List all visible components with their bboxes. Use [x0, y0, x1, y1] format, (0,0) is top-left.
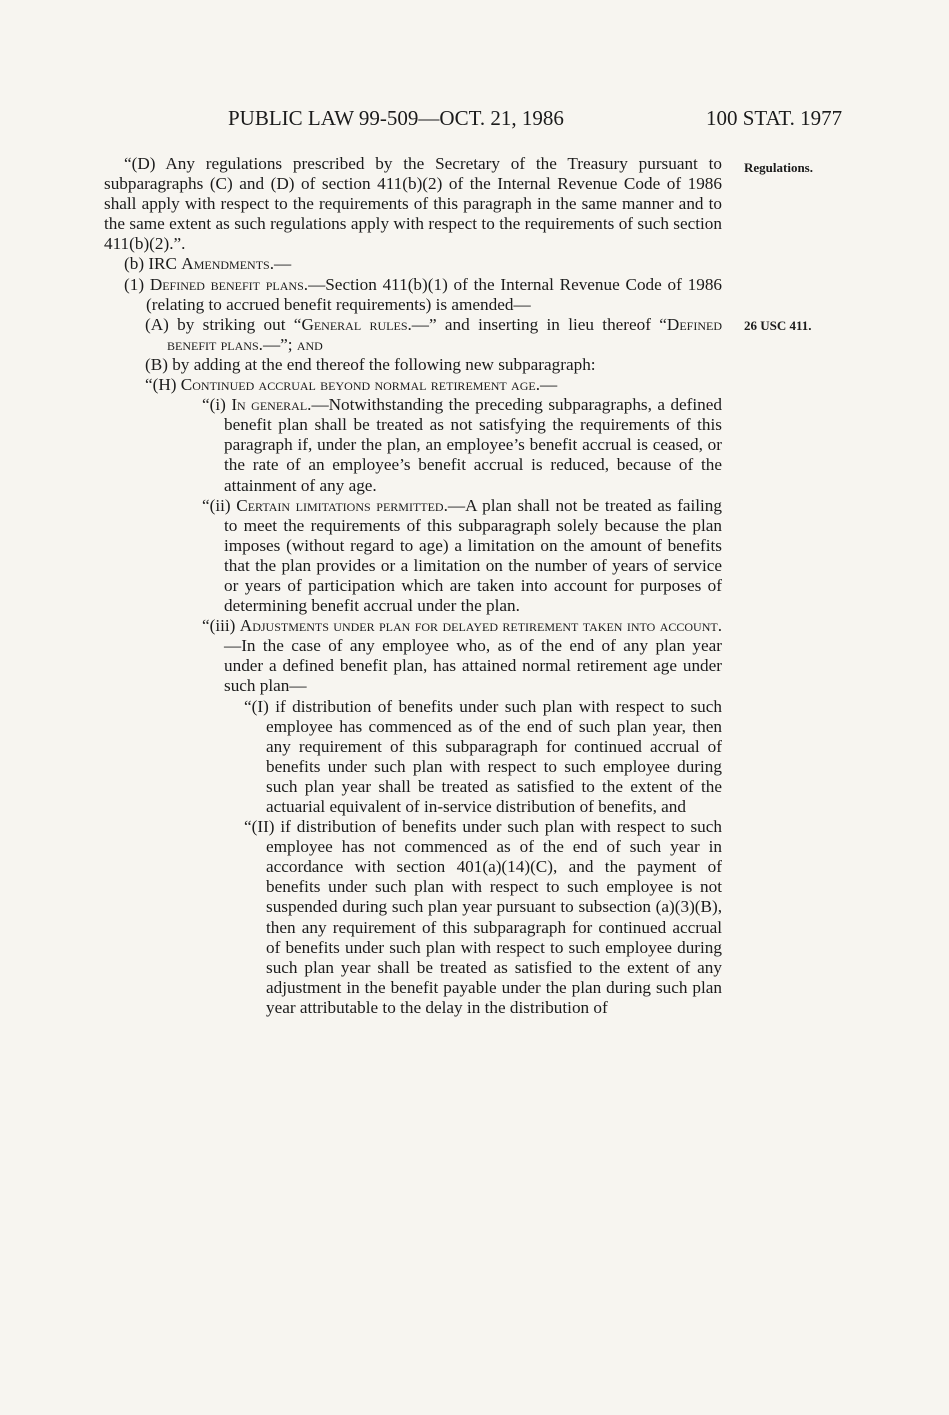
small-caps-heading: Amendments — [181, 254, 270, 274]
text-run: .—A plan shall not be treated as failing to meet the requirements of this subparagraph solely because the plan imposes (without regard to age) a limitation on the amount of benefits that the plan provides or a limitation on the number of years of service or years of participation which are taken into account for purposes of determining benefit accrual under the plan. — [224, 495, 722, 616]
text-run: .—Section 411(b)(1) of the Internal Revenue Code of 1986 (relating to accrued benefit requirements) is amended— — [146, 274, 723, 314]
paragraph-1-defined-benefit-plans — [104, 275, 722, 315]
text-run: “(i) — [202, 395, 232, 415]
text-run: .—Notwithstanding the preceding subparagraphs, a defined benefit plan shall be treated as not satisfying the requirements of this paragraph if, under the plan, an employee’s benefit accrual is ceased, or the rate of an employee’s benefit accrual is reduced, because of the attainment of any age. — [224, 395, 722, 495]
paragraph-ii-certain-limitations — [104, 496, 722, 617]
paragraph-I-distribution-commenced: “(I) if distribution of benefits under such plan with respect to such employee has commenced as of the end of such plan year, then any requirement of this subparagraph for continued accrual of benefits under such plan with respect to such employee during such plan year shall be treated as satisfied to the extent of the actuarial equivalent of in-service distribution of benefits, and — [244, 696, 722, 816]
paragraph-i-in-general — [104, 395, 722, 495]
paragraph-iii-adjustments — [104, 616, 722, 696]
header-stat-page: 100 STAT. 1977 — [706, 106, 843, 130]
text-run: .—”; — [258, 334, 297, 354]
text-run: (b) IRC — [124, 254, 182, 274]
text-run: “(ii) — [202, 495, 237, 515]
text-run: .— — [269, 254, 292, 274]
paragraph-d-regulations: “(D) Any regulations prescribed by the Secretary of the Treasury pursuant to subparagraphs (C) and (D) of section 411(b)(2) of the Internal Revenue Code of 1986 shall apply with respect to the requirements of this paragraph in the same manner and to the same extent as such regulations apply with respect to the requirements of such section 411(b)(2).”. — [104, 154, 722, 254]
margin-note-usc: 26 USC 411. — [744, 318, 812, 333]
text-run: “(H) — [145, 375, 181, 395]
text-run: (A) by striking out “ — [145, 314, 302, 334]
body-text — [104, 154, 722, 1018]
header-citation: PUBLIC LAW 99-509—OCT. 21, 1986 — [228, 106, 564, 130]
page-header — [0, 106, 949, 136]
margin-note-regulations: Regulations. — [744, 160, 813, 175]
small-caps-heading: Defined benefit plans — [149, 274, 304, 294]
paragraph-b-adding: (B) by adding at the end thereof the following new subparagraph: — [145, 354, 596, 374]
small-caps-heading: General rules — [301, 314, 408, 334]
small-caps-heading: Certain limitations permitted — [236, 495, 444, 515]
small-caps-heading: In general — [231, 395, 308, 415]
text-run: .— — [535, 375, 558, 395]
small-caps-heading: Defined benefit plans — [167, 314, 722, 354]
paragraph-b-irc-amendments — [104, 254, 722, 274]
text-run: (1) — [124, 274, 150, 294]
text-run: .—” and inserting in lieu thereof “ — [407, 314, 667, 334]
text-run: .—In the case of any employee who, as of the end of any plan year under a defined benefit plan, has attained normal retirement age under such plan— — [224, 616, 722, 696]
small-caps-heading: Continued accrual beyond normal retirement age — [180, 375, 536, 395]
paragraph-h-continued-accrual — [104, 375, 722, 395]
paragraph-a-striking-out — [104, 315, 722, 355]
small-caps-heading: Adjustments under plan for delayed retirement taken into account — [239, 616, 718, 636]
small-caps-word: and — [296, 334, 323, 354]
paragraph-II-distribution-not-commenced: “(II) if distribution of benefits under such plan with respect to such employee has not commenced as of the end of such year in accordance with section 401(a)(14)(C), and the payment of benefits under such plan with respect to such employee is not suspended during such plan year pursuant to subsection (a)(3)(B), then any requirement of this subparagraph for continued accrual of benefits under such plan with respect to such employee during such plan year shall be treated as satisfied to the extent of any adjustment in the benefit payable under the plan during such plan year attributable to the delay in the distribution of — [244, 817, 722, 1017]
text-run: “(iii) — [202, 616, 240, 636]
